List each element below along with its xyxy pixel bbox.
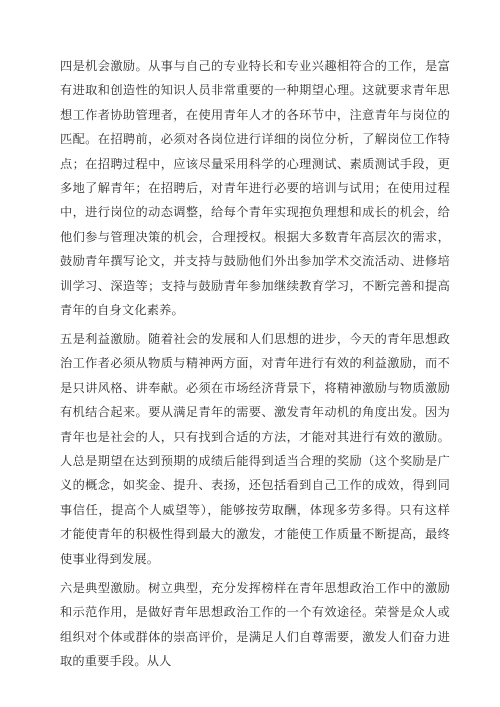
paragraph-opportunity-incentive: 四是机会激励。从事与自己的专业特长和专业兴趣相符合的工作，是富有进取和创造性的知识人员非常重要的一种期望心理。这就要求青年思想工作者协助管理者，在使用青年人才的各环节中，注意青年与岗位的匹配。在招聘前，必须对各岗位进行详细的岗位分析，了解岗位工作特点；在招聘过程中，应该尽量采用科学的心理测试、素质测试手段，更多地了解青年；在招聘后，对青年进行必要的培训与试用；在使用过程中，进行岗位的动态调整，给每个青年实现抱负理想和成长的机会，给他们参与管理决策的机会，合理授权。根据大多数青年高层次的需求，鼓励青年撰写论文，并支持与鼓励他们外出参加学术交流活动、进修培训学习、深造等；支持与鼓励青年参加继续教育学习，不断完善和提高青年的自身文化素养。 (60, 59, 450, 318)
paragraph-model-incentive: 六是典型激励。树立典型，充分发挥榜样在青年思想政治工作中的激励和示范作用，是做好青年思想政治工作的一个有效途径。荣誉是众人或组织对个体或群体的崇高评价，是满足人们自尊需要，激发人们奋力进取的重要手段。从人 (60, 581, 450, 669)
paragraph-benefit-incentive: 五是利益激励。随着社会的发展和人们思想的进步，今天的青年思想政治工作者必须从物质与精神两方面，对青年进行有效的利益激励，而不是只讲风格、讲奉献。必须在市场经济背景下，将精神激励与物质激励有机结合起来。要从满足青年的需要、激发青年动机的角度出发。因为青年也是社会的人，只有找到合适的方法，才能对其进行有效的激励。人总是期望在达到预期的成绩后能得到适当合理的奖励（这个奖励是广义的概念，如奖金、提升、表扬，还包括看到自己工作的成效，得到同事信任，提高个人威望等），能够按劳取酬，体现多劳多得。只有这样才能使青年的积极性得到最大的激发，才能使工作质量不断提高，最终使事业得到发展。 (60, 332, 450, 566)
